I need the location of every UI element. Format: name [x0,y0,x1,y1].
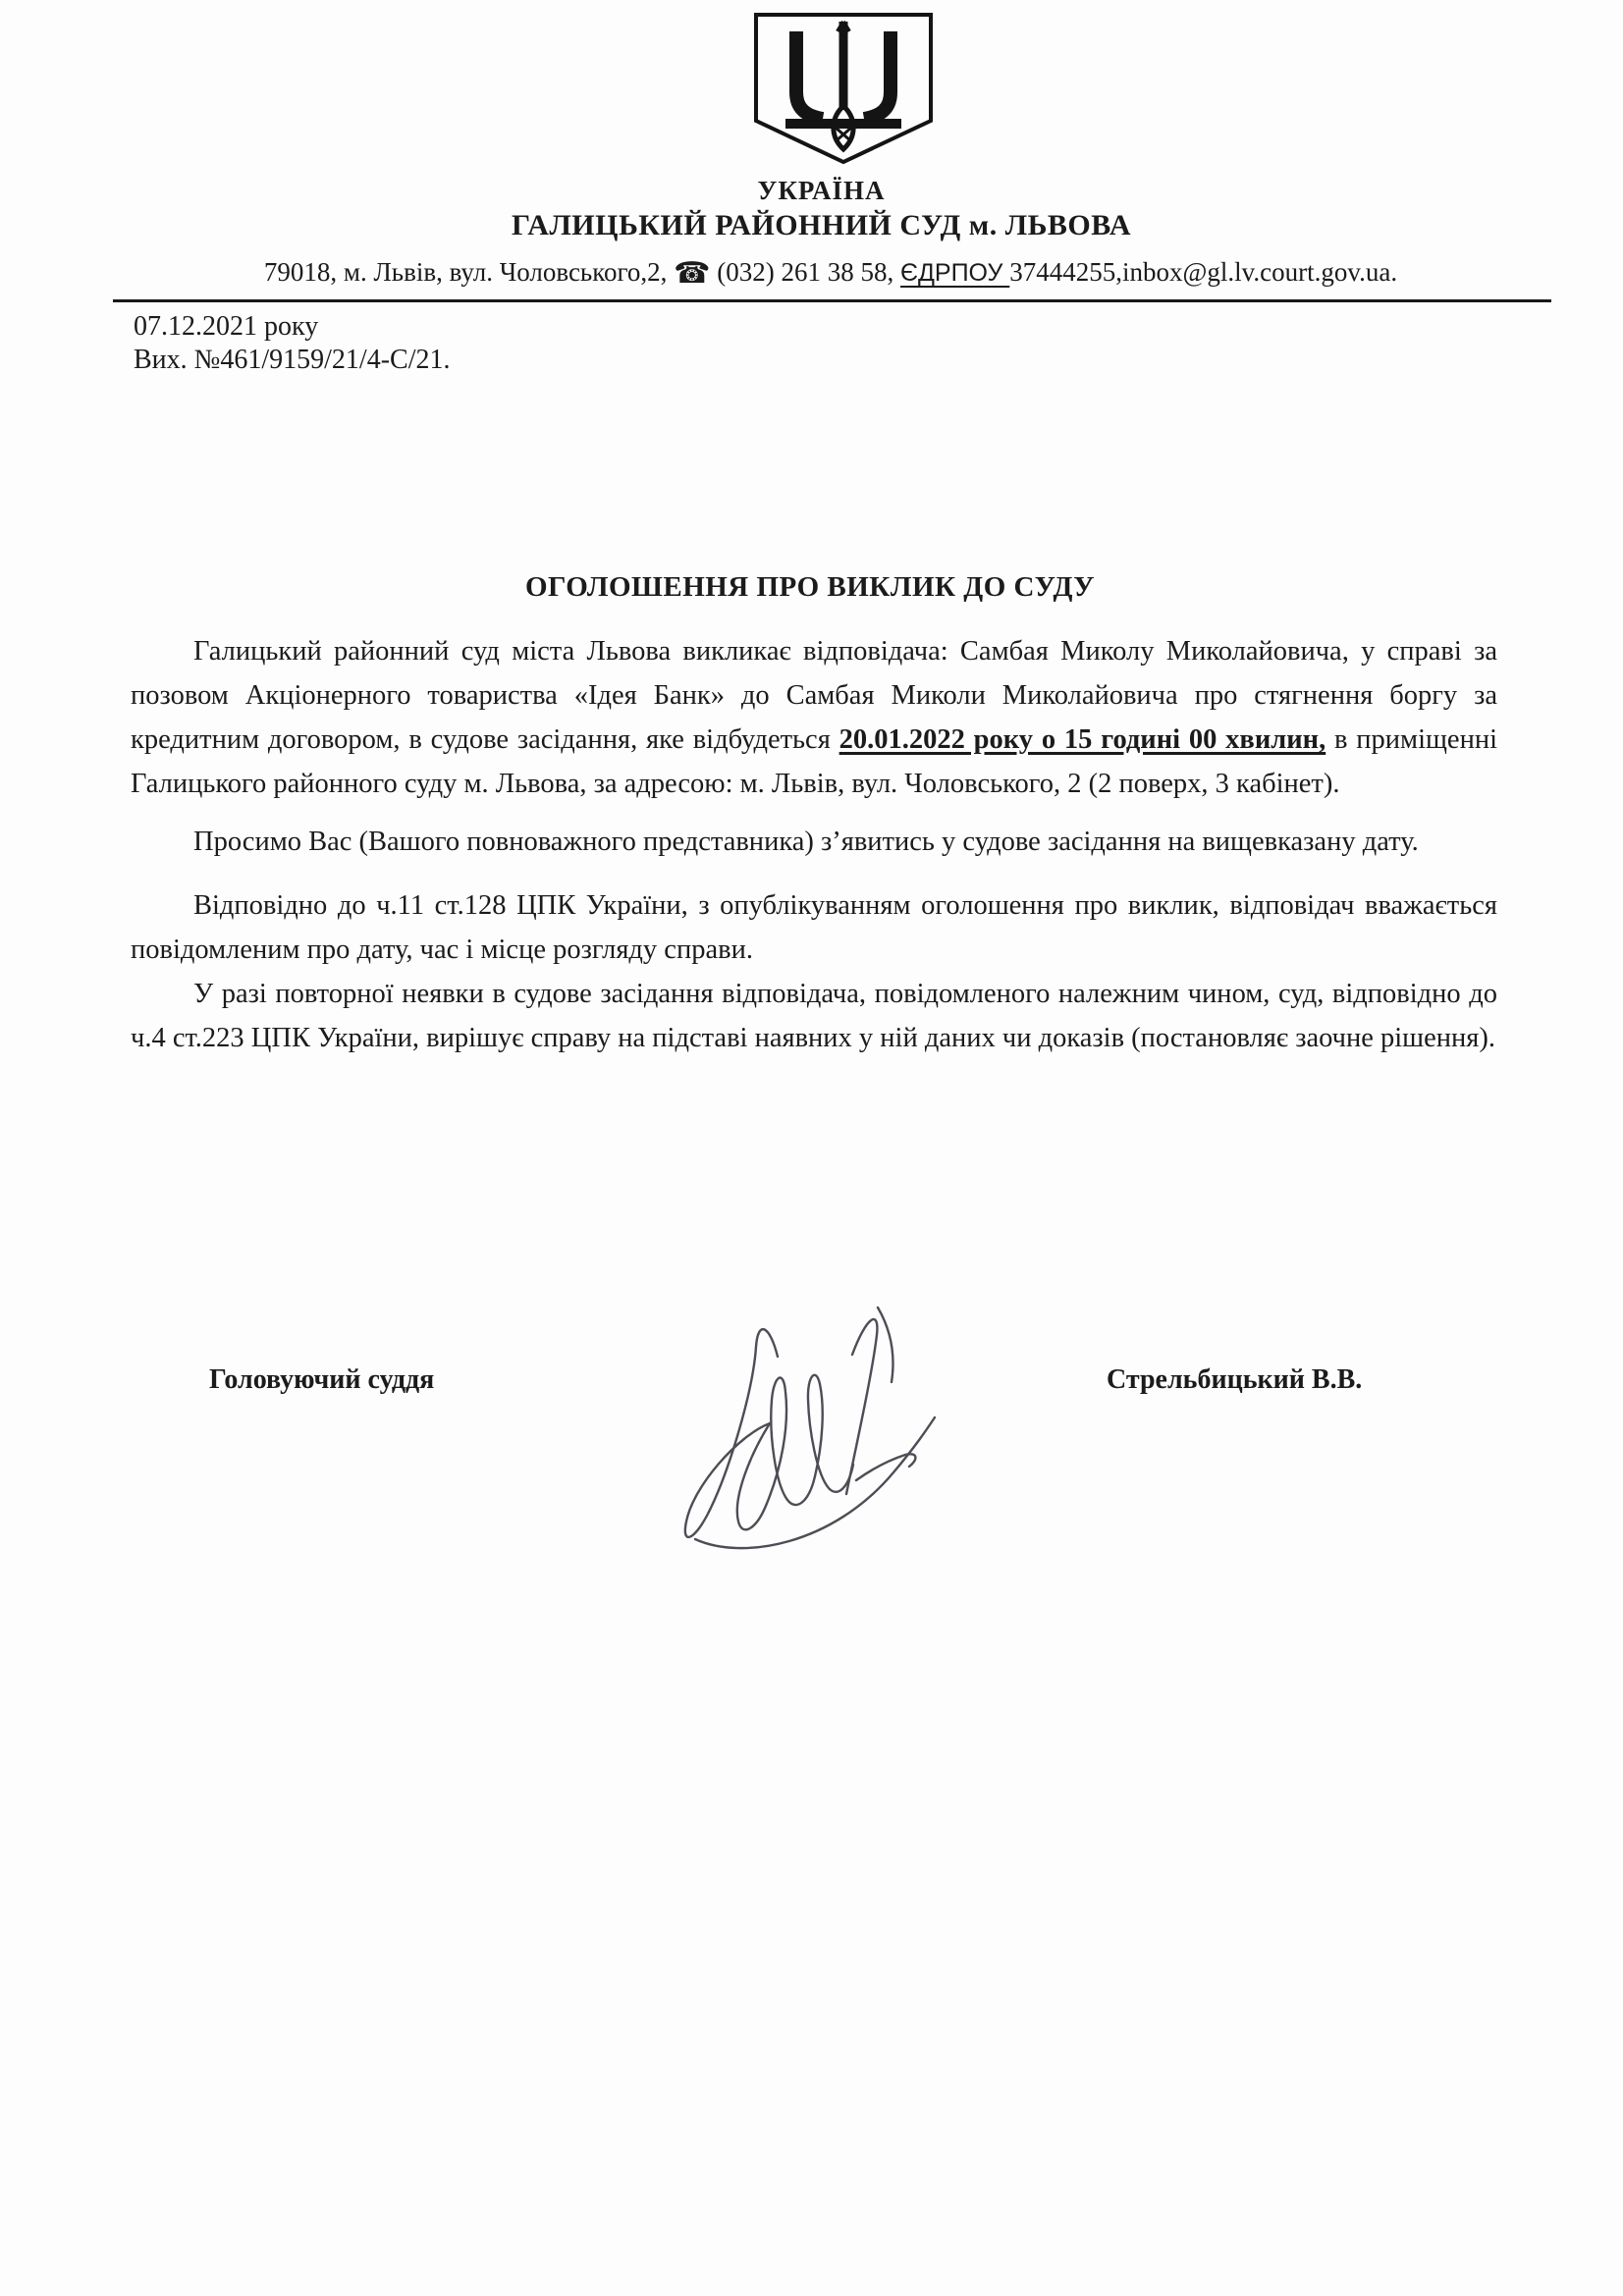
judge-signature-handwriting [660,1298,1013,1573]
hearing-datetime: 20.01.2022 року о 15 годині 00 хвилин, [839,724,1326,755]
edrpou-label: ЄДРПОУ [900,259,1010,287]
paragraph-summons-pre: Галицький районний суд міста Львова викликає відповідача: Самбая Миколу Миколайовича, у справі за позовом Акціонерного товариства «Ідея Банк» до Самбая Миколи Миколайовича про стягнення боргу за кредитним договором, в судове засідання, яке відбудеться [131,636,1497,755]
paragraph-summons-post: в приміщенні Галицького районного суду м. Львова, за адресою: м. Львів, вул. Чоловського, 2 (2 поверх, 3 кабінет). [131,724,1497,799]
document-body [131,629,1497,1060]
address-part1: 79018, м. Львів, вул. Чоловського,2, [263,257,675,287]
outgoing-ref-number: Вих. №461/9159/21/4-С/21. [134,345,451,375]
address-phone: (032) 261 38 58, [710,257,901,287]
header-divider-rule [113,299,1551,302]
court-name: ГАЛИЦЬКИЙ РАЙОННИЙ СУД м. ЛЬВОВА [511,209,1132,241]
paragraph-legal-notice: Відповідно до ч.11 ст.128 ЦПК України, з опублікуванням оголошення про виклик, відповідач вважається повідомленим про дату, час і місце розгляду справи. [131,890,1497,965]
signature-judge-name: Стрельбицький В.В. [1107,1364,1363,1395]
document-title: ОГОЛОШЕННЯ ПРО ВИКЛИК ДО СУДУ [524,571,1096,603]
paragraph-request: Просимо Вас (Вашого повноважного представника) з’явитись у судове засідання на вищевказану дату. [193,827,1419,857]
paragraph-absence-consequences: У разі повторної неявки в судове засідання відповідача, повідомленого належним чином, суд, відповідно до ч.4 ст.223 ЦПК України, вирішує справу на підставі наявних у ній даних чи доказів (постановляє заочне рішення). [131,979,1497,1053]
signature-role-label: Головуючий суддя [209,1364,435,1395]
paragraph-summons [131,629,1497,806]
address-part3: 37444255,inbox@gl.lv.court.gov.ua. [1009,257,1398,287]
country-name: УКРАЇНА [757,176,886,205]
outgoing-date: 07.12.2021 року [134,311,319,342]
ukraine-trident-emblem-icon [738,12,948,169]
court-address-line [110,256,1551,291]
telephone-icon: ☎ [674,257,711,290]
